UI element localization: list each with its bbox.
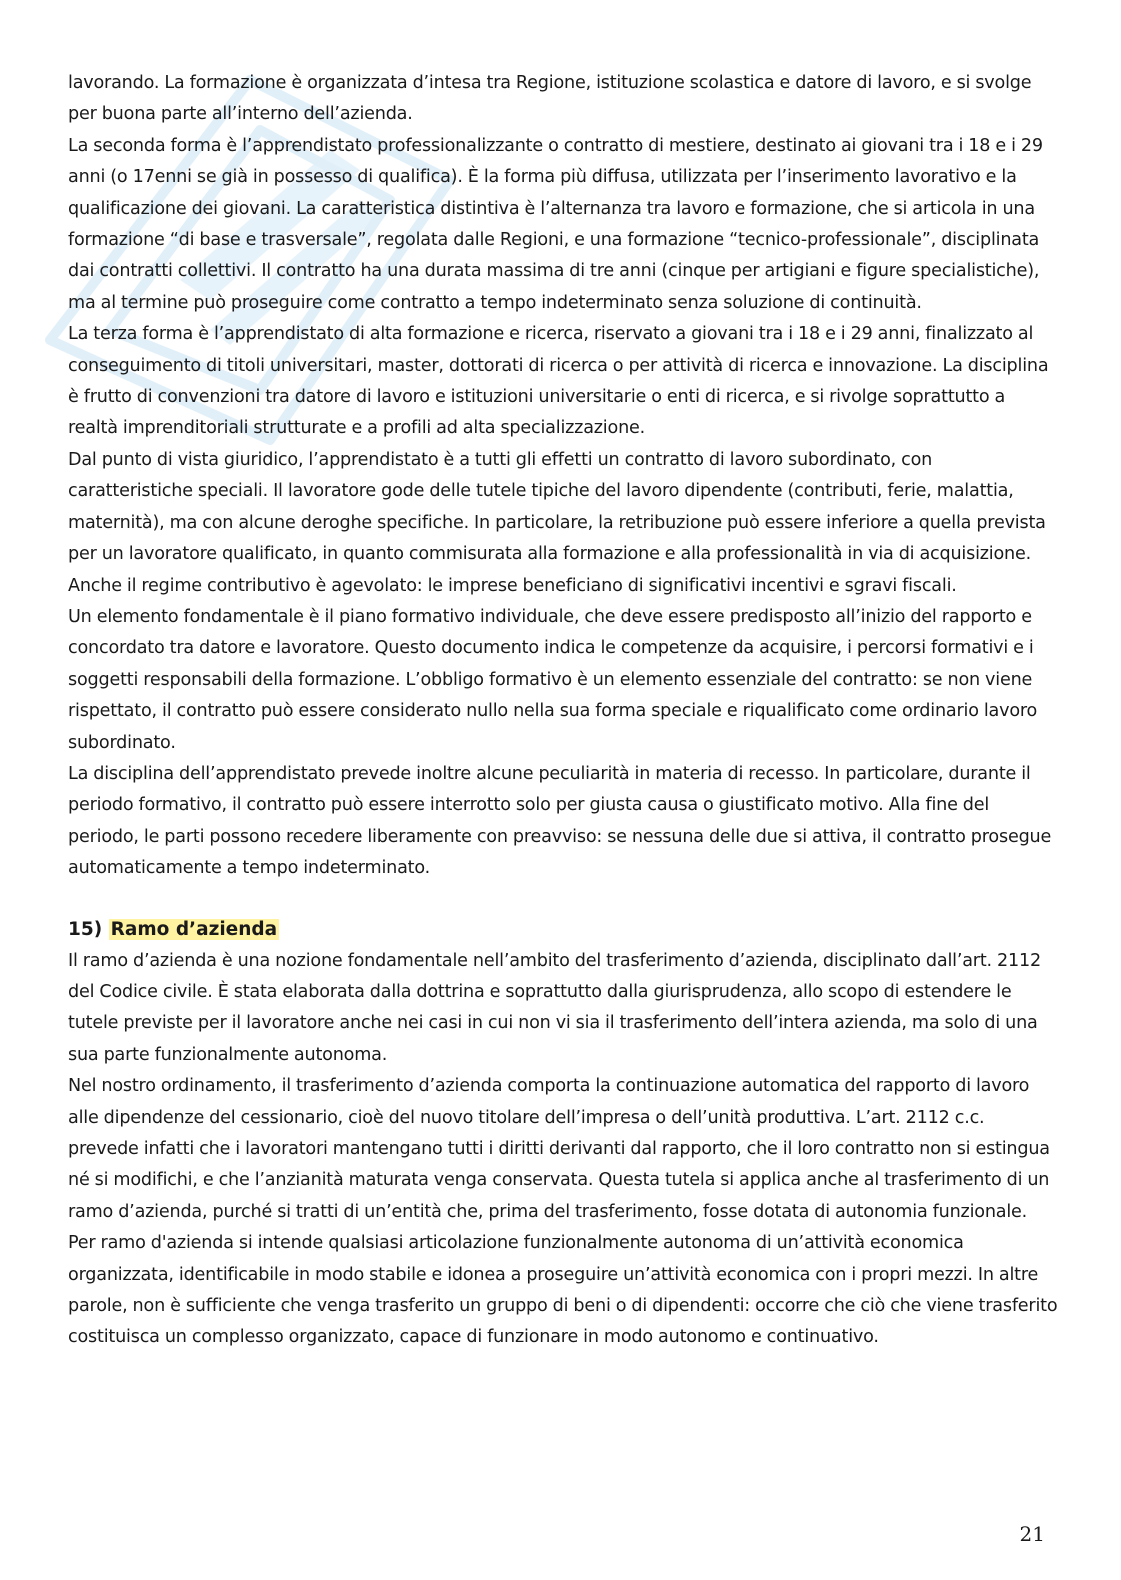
paragraph: Un elemento fondamentale è il piano formativo individuale, che deve essere predisposto all’inizio del rapporto e concordato tra datore e lavoratore. Questo documento indica le competenze da acquisire, i percorsi formativi e i soggetti responsabili della formazione. L’obbligo formativo è un elemento essenziale del contratto: se non viene rispettato, il contratto può essere considerato nullo nella sua forma speciale e riqualificato come ordinario lavoro subordinato. — [68, 606, 1038, 753]
section-number: 15) — [68, 918, 103, 940]
paragraph: La disciplina dell’apprendistato prevede inoltre alcune peculiarità in materia di recesso. In particolare, durante il periodo formativo, il contratto può essere interrotto solo per giusta causa o giustificato motivo. Alla fine del periodo, le parti possono recedere liberamente con preavviso: se nessuna delle due si attiva, il contratto prosegue automaticamente a tempo indeterminato. — [68, 763, 1052, 879]
document-body — [68, 68, 1058, 1354]
paragraph: Per ramo d'azienda si intende qualsiasi articolazione funzionalmente autonoma di un’attività economica organizzata, identificabile in modo stabile e idonea a proseguire un’attività economica con i propri mezzi. In altre parole, non è sufficiente che venga trasferito un gruppo di beni o di dipendenti: occorre che ciò che viene trasferito costituisca un complesso organizzato, capace di funzionare in modo autonomo e continuativo. — [68, 1233, 1058, 1348]
paragraph: Il ramo d’azienda è una nozione fondamentale nell’ambito del trasferimento d’azienda, disciplinato dall’art. 2112 del Codice civile. È stata elaborata dalla dottrina e soprattutto dalla giurisprudenza, allo scopo di estendere le tutele previste per il lavoratore anche nei casi in cui non vi sia il trasferimento dell’intera azienda, ma solo di una sua parte funzionalmente autonoma. — [68, 950, 1041, 1065]
section-heading — [68, 913, 1058, 946]
paragraph: Nel nostro ordinamento, il trasferimento d’azienda comporta la continuazione automatica del rapporto di lavoro alle dipendenze del cessionario, cioè del nuovo titolare dell’impresa o dell’unità produttiva. L’art. 2112 c.c. prevede infatti che i lavoratori mantengano tutti i diritti derivanti dal rapporto, che il loro contratto non si estingua né si modifichi, e che l’anzianità maturata venga conservata. Questa tutela si applica anche al trasferimento di un ramo d’azienda, purché si tratti di un’entità che, prima del trasferimento, fosse dotata di autonomia funzionale. — [68, 1076, 1050, 1222]
paragraph: La terza forma è l’apprendistato di alta formazione e ricerca, riservato a giovani tra i 18 e i 29 anni, finalizzato al conseguimento di titoli universitari, master, dottorati di ricerca o per attività di ricerca e innovazione. La disciplina è frutto di convenzioni tra datore di lavoro e istituzioni universitarie o enti di ricerca, e si rivolge soprattutto a realtà imprenditoriali strutturate e a profili ad alta specializzazione. — [68, 324, 1049, 439]
paragraph: Dal punto di vista giuridico, l’apprendistato è a tutti gli effetti un contratto di lavoro subordinato, con caratteristiche speciali. Il lavoratore gode delle tutele tipiche del lavoro dipendente (contributi, ferie, malattia, maternità), ma con alcune deroghe specifiche. In particolare, la retribuzione può essere inferiore a quella prevista per un lavoratore qualificato, in quanto commisurata alla formazione e alla professionalità in via di acquisizione. Anche il regime contributivo è agevolato: le imprese beneficiano di significativi incentivi e sgravi fiscali. — [68, 449, 1046, 596]
page-number: 21 — [1019, 1522, 1045, 1546]
paragraph: La seconda forma è l’apprendistato professionalizzante o contratto di mestiere, destinato ai giovani tra i 18 e i 29 anni (o 17enni se già in possesso di qualifica). È la forma più diffusa, utilizzata per l’inserimento lavorativo e la qualificazione dei giovani. La caratteristica distintiva è l’alternanza tra lavoro e formazione, che si articola in una formazione “di base e trasversale”, regolata dalle Regioni, e una formazione “tecnico-professionale”, disciplinata dai contratti collettivi. Il contratto ha una durata massima di tre anni (cinque per artigiani e figure specialistiche), ma al termine può proseguire come contratto a tempo indeterminato senza soluzione di continuità. — [68, 135, 1043, 313]
section-title: Ramo d’azienda — [110, 918, 278, 940]
paragraph: lavorando. La formazione è organizzata d’intesa tra Regione, istituzione scolastica e datore di lavoro, e si svolge per buona parte all’interno dell’azienda. — [68, 73, 1032, 125]
